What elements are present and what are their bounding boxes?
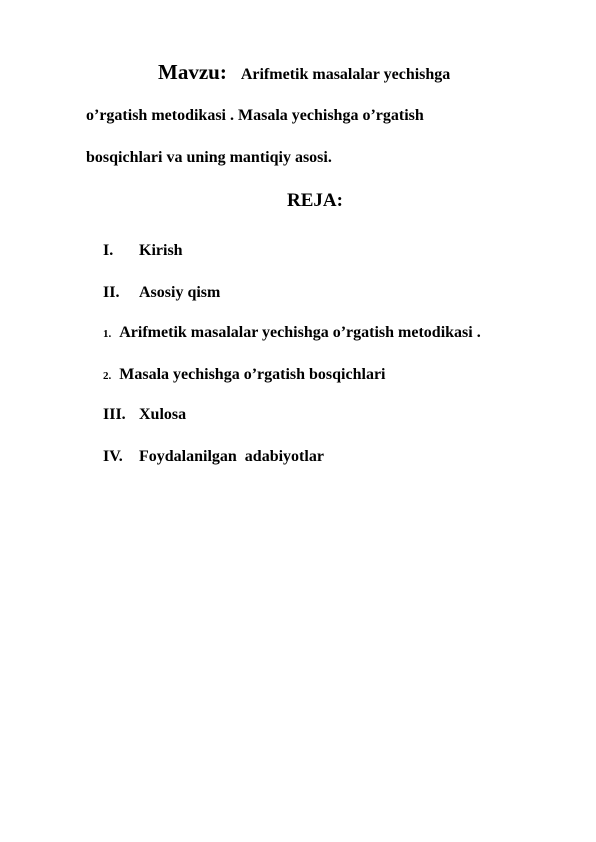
topic-label: Mavzu: [158, 60, 227, 84]
plan-subitem-2 [103, 365, 523, 386]
plan-item-text: Asosiy qism [139, 284, 221, 301]
plan-subitem-marker: 2. [103, 370, 112, 382]
topic-title-line-3: bosqichlari va uning mantiqiy asosi. [86, 149, 332, 166]
plan-item-text: Foydalanilgan adabiyotlar [139, 448, 324, 465]
plan-item-text: Xulosa [139, 406, 187, 423]
plan-item-text: Kirish [139, 242, 183, 259]
plan-subitem-marker: 1. [103, 328, 112, 340]
plan-item-marker: I. [103, 242, 114, 259]
plan-item-marker: III. [103, 406, 126, 423]
plan-subitem-1 [103, 323, 543, 344]
plan-item-marker: IV. [103, 448, 123, 465]
plan-subitem-text: Arifmetik masalalar yechishga o’rgatish metodikasi . [119, 324, 481, 341]
plan-heading: REJA: [287, 190, 343, 211]
plan-subitem-text: Masala yechishga o’rgatish bosqichlari [119, 366, 386, 383]
plan-item-marker: II. [103, 284, 120, 301]
topic-title-text-1: Arifmetik masalalar yechishga [240, 66, 451, 83]
topic-title-line-1 [158, 62, 450, 85]
topic-title-line-2: o’rgatish metodikasi . Masala yechishga o’rgatish [86, 107, 424, 124]
